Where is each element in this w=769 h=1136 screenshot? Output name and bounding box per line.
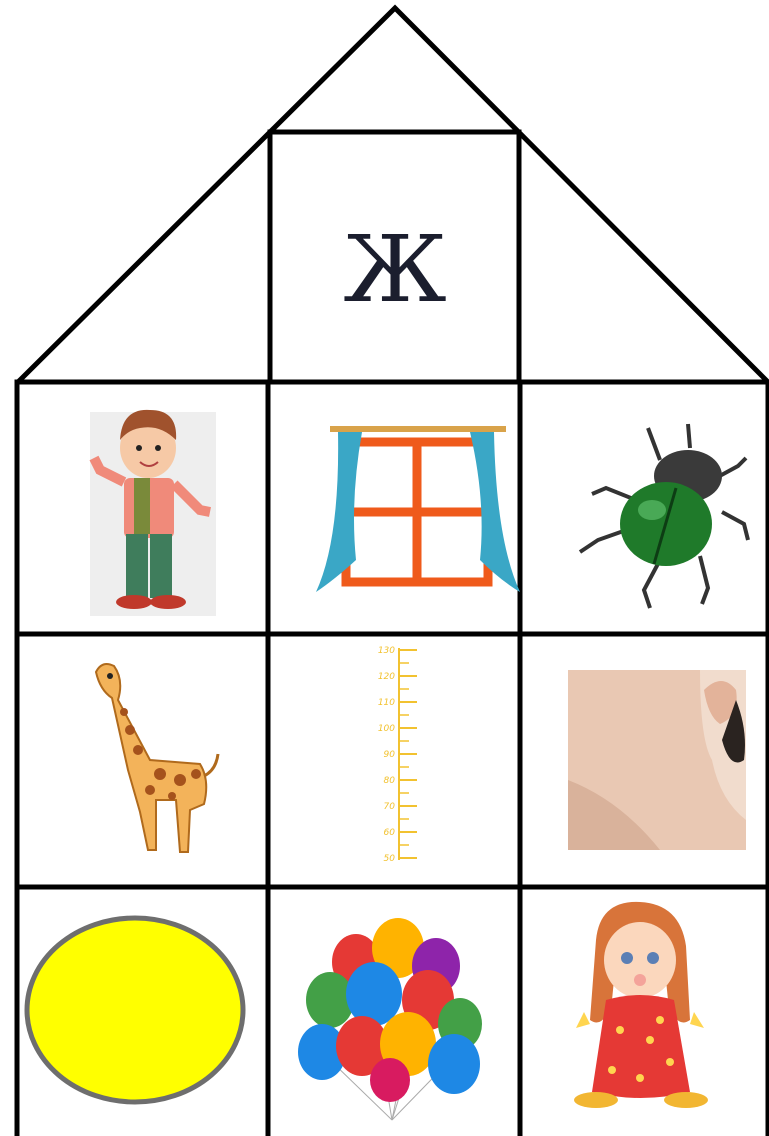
boy-illustration (90, 410, 216, 616)
girl-illustration (574, 902, 708, 1108)
ruler-tick-label: 100 (377, 724, 395, 734)
yellow-circle (27, 918, 243, 1102)
ruler-tick-label: 110 (377, 698, 395, 708)
ruler-tick-label: 120 (377, 672, 395, 682)
ruler-tick-label: 90 (383, 750, 395, 760)
ruler-tick-label: 50 (383, 854, 395, 864)
ruler-tick-label: 60 (383, 828, 395, 838)
letter-zhe: Ж (343, 216, 447, 323)
giraffe-illustration (96, 664, 218, 852)
beetle-illustration (580, 424, 748, 608)
window-illustration (316, 426, 520, 592)
ruler-tick-label: 130 (377, 646, 395, 656)
height-ruler-illustration (378, 646, 417, 864)
balloons-illustration (298, 918, 482, 1120)
neck-photo (568, 670, 746, 850)
ruler-tick-label: 70 (383, 802, 395, 812)
ruler-tick-label: 80 (383, 776, 395, 786)
